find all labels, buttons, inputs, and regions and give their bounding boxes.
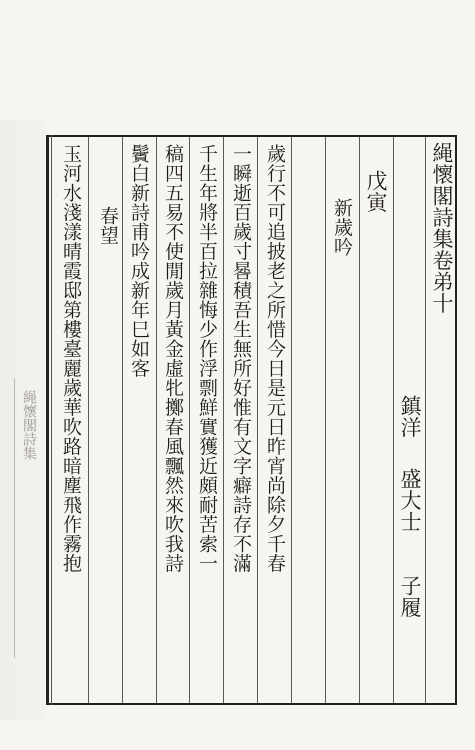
column-divider [88,137,89,703]
frame-bottom-rule [46,703,456,705]
frame-left-rule [46,135,49,705]
frame-left-inner-rule [51,135,52,705]
author-place: 鎮洋 [398,395,422,438]
column-divider [257,137,258,703]
frame-right-rule [455,135,457,705]
column-divider [393,137,394,703]
poem-line: 稿四五易不使閒歲月黃金虛牝擲春風飄然來吹我詩 [162,144,184,573]
binding-gutter [0,120,44,720]
poem-title: 新歲吟 [331,198,353,257]
author-style-name: 子履 [398,575,422,618]
poem-line: 一瞬逝百歲寸晷積吾生無所好惟有文字癖詩存不滿 [230,144,252,573]
column-divider [325,137,326,703]
year-heading: 戊寅 [364,170,388,213]
book-title: 䋲懷閣詩集卷弟十 [430,142,454,314]
poem-line: 鬢白新詩甫吟成新年巳如客 [128,144,150,378]
column-divider [223,137,224,703]
column-divider [359,137,360,703]
poem-title: 春望 [97,206,119,245]
poem-line: 歲行不可追披老之所惜今日是元日昨宵尚除夕千春 [264,144,286,573]
column-divider [122,137,123,703]
column-divider [156,137,157,703]
gutter-text: 䋲懷閣詩集 [21,390,37,460]
poem-line: 千生年將半百拉雜悔少作浮剽鮮實獲近頗耐苦索一 [196,144,218,573]
frame-top-rule [46,135,456,137]
column-divider [291,137,292,703]
column-divider [189,137,190,703]
column-divider [425,137,426,703]
poem-line: 玉河水淺漾晴霞邸第樓臺麗歲華吹路暗塵飛作霧抱 [60,144,82,573]
author-name: 盛大士 [398,468,422,533]
